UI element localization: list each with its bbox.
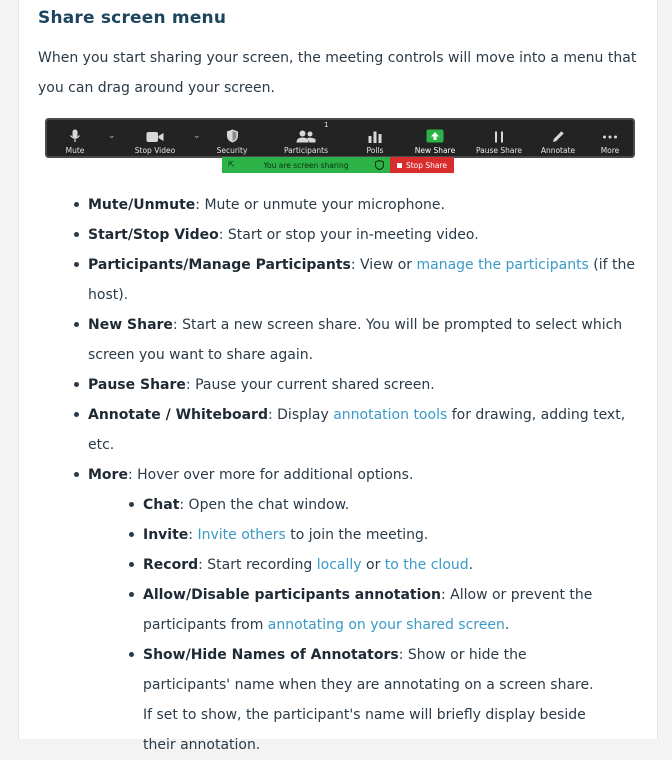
annotating-shared-screen-link[interactable]: annotating on your shared screen (267, 617, 505, 633)
list-item: Show/Hide Names of Annotators: Show or hide the participants' name when they are annotating on a screen share. If set to show, the participant's name will briefly display beside their annotation. (126, 640, 606, 760)
stop-share-button[interactable] (390, 157, 454, 173)
drag-handle-icon[interactable]: ⇱ (228, 160, 235, 169)
record-locally-link[interactable]: locally (316, 557, 362, 573)
video-options-chevron-icon[interactable]: ⌄ (193, 131, 201, 141)
pencil-icon (552, 130, 565, 143)
new-share-button[interactable]: New Share (412, 121, 458, 155)
meeting-controls-bar (45, 118, 635, 158)
stop-share-label: Stop Share (405, 160, 448, 170)
list-item: Mute/Unmute: Mute or unmute your microphone. (71, 190, 641, 220)
polls-button[interactable]: Polls (363, 121, 387, 155)
mute-button[interactable]: Mute (61, 121, 89, 155)
sharing-status-badge[interactable] (222, 157, 390, 173)
invite-others-link[interactable]: Invite others (197, 527, 286, 543)
intro-paragraph: When you start sharing your screen, the meeting controls will move into a menu that you can drag around your screen. (38, 50, 637, 96)
pause-icon (493, 131, 505, 143)
list-item: Chat: Open the chat window. (126, 490, 606, 520)
list-item: New Share: Start a new screen share. You will be prompted to select which screen you want to share again. (71, 310, 641, 370)
pause-share-button[interactable]: Pause Share (473, 121, 525, 155)
controls-list (71, 190, 641, 760)
annotate-button[interactable]: Annotate (539, 121, 577, 155)
stop-video-button[interactable]: Stop Video (131, 121, 179, 155)
sharing-status-text: You are screen sharing (263, 160, 349, 170)
participants-icon (296, 130, 316, 143)
polls-icon (368, 131, 382, 143)
list-item: Annotate / Whiteboard: Display annotation tools for drawing, adding text, etc. (71, 400, 641, 460)
more-button[interactable]: More (597, 121, 623, 155)
stop-square-icon (397, 163, 402, 168)
video-camera-icon (146, 131, 164, 143)
list-item: Start/Stop Video: Start or stop your in-meeting video. (71, 220, 641, 250)
participants-button[interactable]: Participants (281, 121, 331, 155)
list-item: Record: Start recording locally or to the cloud. (126, 550, 606, 580)
audio-options-chevron-icon[interactable]: ⌄ (108, 131, 116, 141)
section-heading: Share screen menu (38, 8, 227, 28)
shield-icon (226, 129, 239, 143)
article-page (18, 0, 658, 753)
security-button[interactable]: Security (214, 121, 250, 155)
secure-shield-icon (375, 160, 384, 172)
share-toolbar-image (45, 118, 635, 174)
more-options-list (126, 490, 606, 760)
list-item: Allow/Disable participants annotation: Allow or prevent the participants from annotating on your shared screen. (126, 580, 606, 640)
list-item: Invite: Invite others to join the meeting. (126, 520, 606, 550)
manage-participants-link[interactable]: manage the participants (416, 257, 589, 273)
annotation-tools-link[interactable]: annotation tools (333, 407, 448, 423)
list-item: More: Hover over more for additional options. Chat: Open the chat window. Invite: Invite others to join the meeting. Record: Start recording locally or to the cloud. Allow/Disable participants annotation: Allow or prevent the participants from annotating on your shared screen. Show/Hide Names of Annotators: Show or hide the participants' name when they are annotating on a screen share. If set to show, the participant's name will briefly display beside their annotation. (71, 460, 641, 760)
new-share-icon (426, 129, 444, 143)
record-cloud-link[interactable]: to the cloud (384, 557, 469, 573)
participant-count-badge: 1 (324, 121, 329, 129)
screen-sharing-status-bar (222, 157, 454, 173)
list-item: Pause Share: Pause your current shared screen. (71, 370, 641, 400)
more-dots-icon (602, 131, 618, 143)
list-item: Participants/Manage Participants: View or manage the participants (if the host). (71, 250, 641, 310)
microphone-icon (69, 129, 81, 143)
